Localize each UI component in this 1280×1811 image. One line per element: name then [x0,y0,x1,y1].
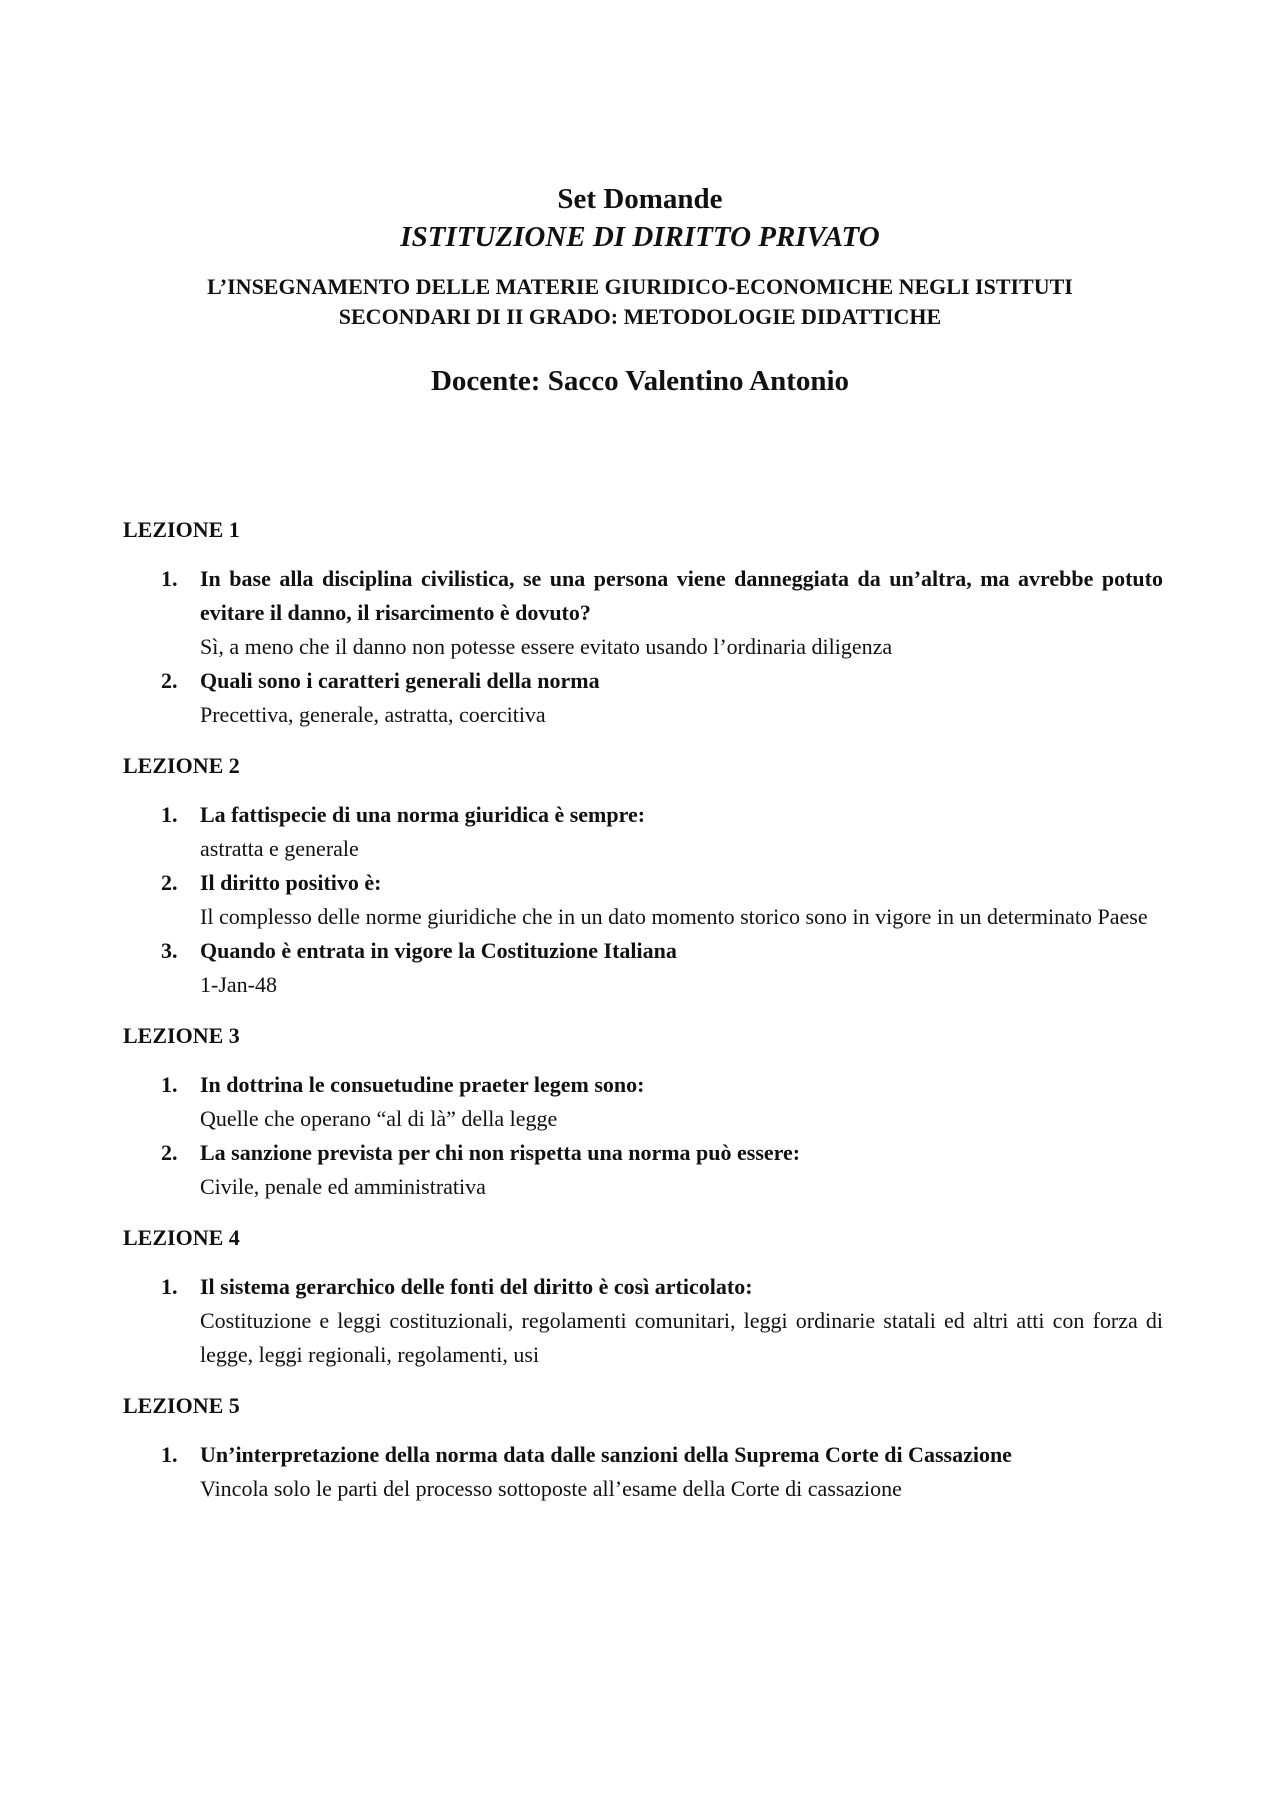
lesson-section [123,512,1163,732]
answer-text: Precettiva, generale, astratta, coercitiva [200,702,546,727]
question-text: In base alla disciplina civilistica, se una persona viene danneggiata da un’altra, ma avrebbe potuto evitare il danno, il risarcimento è dovuto? [200,566,1163,625]
answer-text: Vincola solo le parti del processo sottoposte all’esame della Corte di cassazione [200,1476,902,1501]
question-item [123,664,1163,732]
lesson-title: LEZIONE 3 [123,1023,240,1048]
course-title-line-2: SECONDARI DI II GRADO: METODOLOGIE DIDATTICHE [338,304,942,329]
lesson-title: LEZIONE 2 [123,753,240,778]
question-number: 1. [161,566,178,591]
question-text: Il sistema gerarchico delle fonti del diritto è così articolato: [200,1274,753,1299]
course-title [120,272,1160,332]
answer-text: Sì, a meno che il danno non potesse essere evitato usando l’ordinaria diligenza [200,634,893,659]
document-header [120,180,1160,400]
answer-text: 1-Jan-48 [200,972,277,997]
course-title-line-1: L’INSEGNAMENTO DELLE MATERIE GIURIDICO-ECONOMICHE NEGLI ISTITUTI [207,274,1073,299]
answer-text: Il complesso delle norme giuridiche che in un dato momento storico sono in vigore in un determinato Paese [200,904,1148,929]
question-item [123,1068,1163,1136]
question-text: Quando è entrata in vigore la Costituzione Italiana [200,938,677,963]
question-number: 1. [161,1072,178,1097]
lesson-section [123,1220,1163,1372]
document-title: Set Domande [557,183,723,215]
question-item [123,1270,1163,1372]
question-item [123,934,1163,1002]
question-item [123,1136,1163,1204]
question-text: La fattispecie di una norma giuridica è sempre: [200,802,646,827]
lesson-title: LEZIONE 5 [123,1393,240,1418]
question-item [123,866,1163,934]
lesson-section [123,1388,1163,1506]
question-item [123,562,1163,664]
question-item [123,798,1163,866]
question-text: La sanzione prevista per chi non rispetta una norma può essere: [200,1140,801,1165]
teacher-name: Docente: Sacco Valentino Antonio [430,365,850,397]
lesson-section [123,748,1163,1002]
lesson-section [123,1018,1163,1204]
question-number: 2. [161,1140,178,1165]
question-number: 1. [161,1274,178,1299]
answer-text: Civile, penale ed amministrativa [200,1174,486,1199]
question-text: In dottrina le consuetudine praeter legem sono: [200,1072,645,1097]
question-number: 3. [161,938,178,963]
document-subtitle: ISTITUZIONE DI DIRITTO PRIVATO [400,221,880,253]
question-text: Quali sono i caratteri generali della norma [200,668,600,693]
answer-text: Costituzione e leggi costituzionali, regolamenti comunitari, leggi ordinarie statali ed altri atti con forza di legge, leggi regionali, regolamenti, usi [200,1308,1163,1367]
question-text: Un’interpretazione della norma data dalle sanzioni della Suprema Corte di Cassazione [200,1442,1012,1467]
question-number: 2. [161,870,178,895]
lesson-title: LEZIONE 4 [123,1225,240,1250]
question-number: 1. [161,1442,178,1467]
answer-text: astratta e generale [200,836,359,861]
question-number: 1. [161,802,178,827]
lessons-content [123,512,1163,1522]
lesson-title: LEZIONE 1 [123,517,240,542]
question-number: 2. [161,668,178,693]
question-item [123,1438,1163,1506]
answer-text: Quelle che operano “al di là” della legge [200,1106,558,1131]
question-text: Il diritto positivo è: [200,870,382,895]
